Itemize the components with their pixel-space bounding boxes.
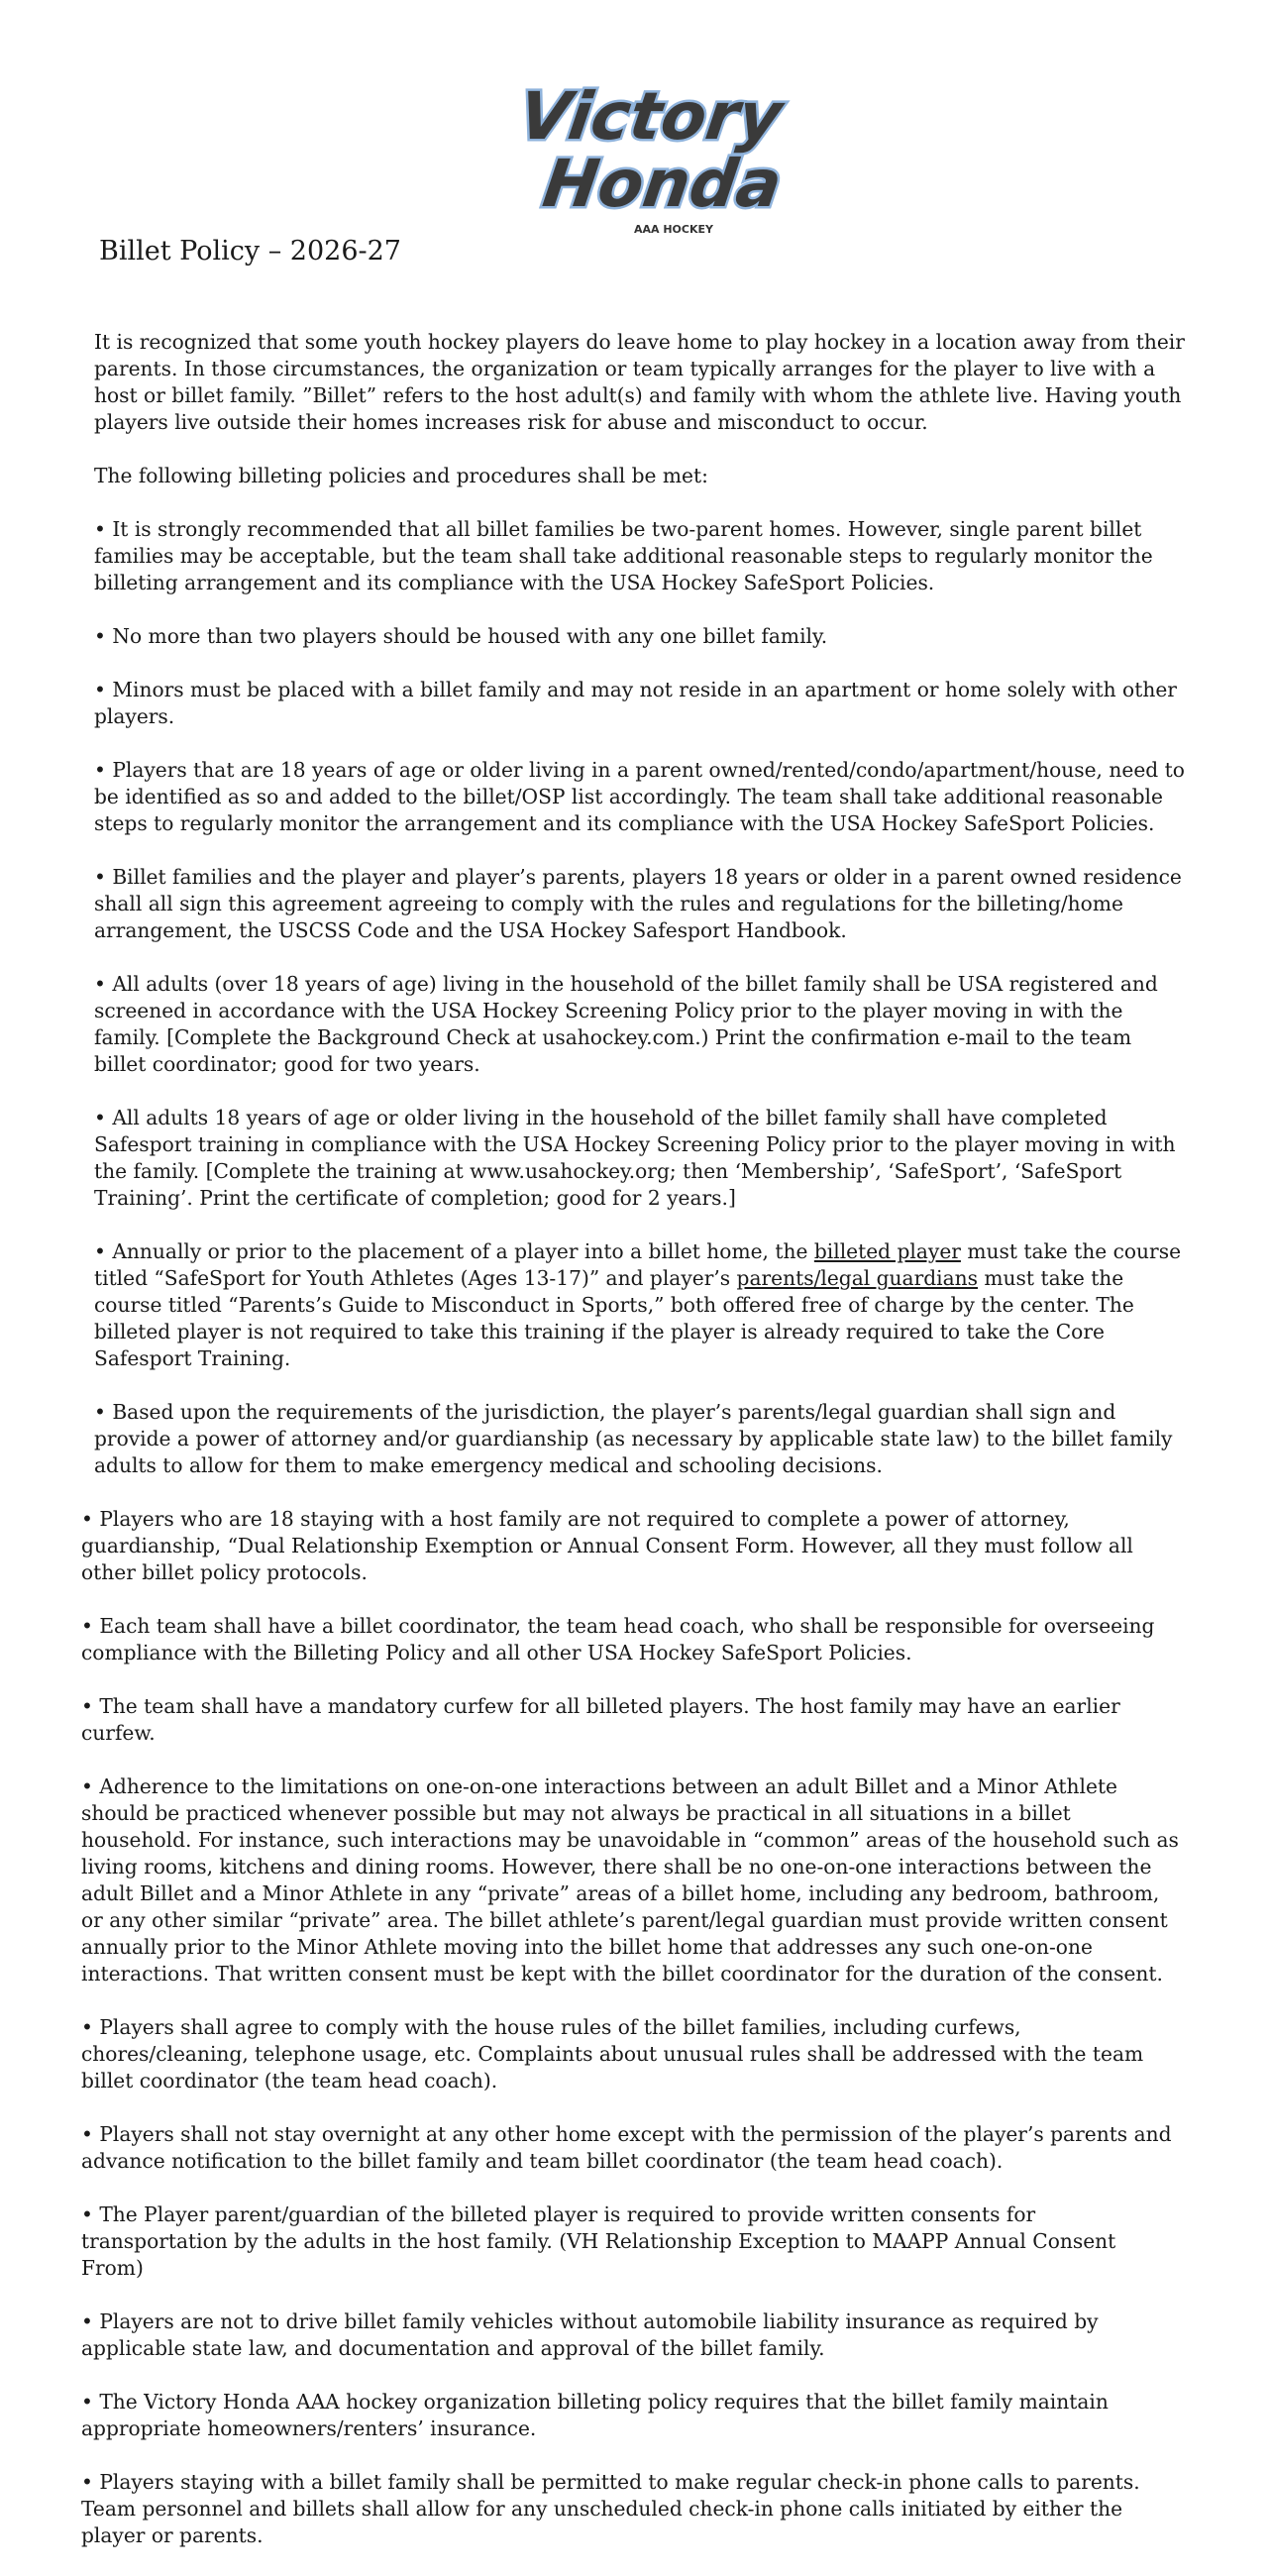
logo-line1: Victory [514, 77, 788, 155]
policy-item: • No more than two players should be housed with any one billet family. [94, 624, 828, 648]
power-of-attorney-item: • Based upon the requirements of the jurisdiction, the player’s parents/legal guardian shall sign and provide a power of attorney and/or guardianship (as necessary by applicable state law) to the billet family adults to allow for them to make emergency medical and schooling decisions. [94, 1400, 1173, 1477]
annual-text-1: • Annually or prior to the placement of a player into a billet home, the [94, 1239, 814, 1263]
annual-underline-2: parents/legal guardians [736, 1266, 978, 1290]
policy-item: • Adherence to the limitations on one-on-one interactions between an adult Billet and a Minor Athlete should be practiced whenever possible but may not always be practical in all situations in a billet household. For instance, such interactions may be unavoidable in “common” areas of the household such as living rooms, kitchens and dining rooms. However, there shall be no one-on-one interactions between the adult Billet and a Minor Athlete in any “private” areas of a billet home, including any bedroom, bathroom, or any other similar “private” area. The billet athlete’s parent/legal guardian must provide written consent annually prior to the Minor Athlete moving into the billet home that addresses any such one-on-one interactions. That written consent must be kept with the billet coordinator for the duration of the consent. [81, 1774, 1179, 1986]
logo-line2: Honda [538, 145, 787, 222]
policy-item: • All adults 18 years of age or older living in the household of the billet family shall have completed Safesport training in compliance with the USA Hockey Screening Policy prior to the player moving in with the family. [Complete the training at www.usahockey.org; then ‘Membership’, ‘SafeSport’, ‘SafeSport Training’. Print the certificate of completion; good for 2 years.] [94, 1106, 1176, 1210]
page-title: Billet Policy – 2026-27 [99, 236, 401, 267]
policy-item: • All adults (over 18 years of age) living in the household of the billet family shall be USA registered and screened in accordance with the USA Hockey Screening Policy prior to the player moving in with the family. [Complete the Background Check at usahockey.com.) Print the confirmation e-mail to the team billet coordinator; good for two years. [94, 972, 1158, 1076]
policy-item: • Minors must be placed with a billet family and may not reside in an apartment or home solely with other players. [94, 678, 1177, 728]
policy-item: • The Player parent/guardian of the billeted player is required to provide written consents for transportation by the adults in the host family. (VH Relationship Exception to MAAPP Annual Consent From) [81, 2202, 1116, 2280]
annual-text-2: must take the course titled “SafeSport for Youth Athletes (Ages 13-17)” and player’s [94, 1239, 1182, 1290]
intro-paragraph: It is recognized that some youth hockey players do leave home to play hockey in a location away from their parents. In those circumstances, the organization or team typically arranges for the player to live with a host or billet family. ”Billet” refers to the host adult(s) and family with whom the athlete live. Having youth players live outside their homes increases risk for abuse and misconduct to occur. [94, 330, 1185, 434]
policy-item: • Players who are 18 staying with a host family are not required to complete a power of attorney, guardianship, “Dual Relationship Exemption or Annual Consent Form. However, all they must follow all other billet policy protocols. [81, 1507, 1133, 1584]
policy-item: • Each team shall have a billet coordinator, the team head coach, who shall be responsible for overseeing compliance with the Billeting Policy and all other USA Hockey SafeSport Policies. [81, 1614, 1155, 1664]
victory-honda-logo [514, 71, 788, 240]
document-body [0, 329, 1270, 2576]
annual-underline-1: billeted player [813, 1239, 961, 1263]
policy-item: • Players shall agree to comply with the house rules of the billet families, including curfews, chores/cleaning, telephone usage, etc. Complaints about unusual rules shall be addressed with the team billet coordinator (the team head coach). [81, 2015, 1144, 2093]
policy-item: • The team shall have a mandatory curfew for all billeted players. The host family may have an earlier curfew. [81, 1694, 1120, 1745]
policy-item: • Players shall not stay overnight at any other home except with the permission of the player’s parents and advance notification to the billet family and team billet coordinator (the team head coach). [81, 2122, 1172, 2173]
annual-text-3: must take the course titled “Parents’s Guide to Misconduct in Sports,” both offered free of charge by the center. The billeted player is not required to take this training if the player is already required to take the Core Safesport Training. [94, 1266, 1134, 1370]
policy-item: • Players are not to drive billet family vehicles without automobile liability insurance as required by applicable state law, and documentation and approval of the billet family. [81, 2309, 1099, 2360]
lead-paragraph: The following billeting policies and procedures shall be met: [94, 464, 708, 487]
policy-item: • Players that are 18 years of age or older living in a parent owned/rented/condo/apartment/house, need to be identified as so and added to the billet/OSP list accordingly. The team shall take additional reasonable steps to regularly monitor the arrangement and its compliance with the USA Hockey SafeSport Policies. [94, 758, 1185, 835]
policy-item: • The Victory Honda AAA hockey organization billeting policy requires that the billet family maintain appropriate homeowners/renters’ insurance. [81, 2390, 1109, 2440]
policy-item: • Billet families and the player and player’s parents, players 18 years or older in a parent owned residence shall all sign this agreement agreeing to comply with the rules and regulations for the billeting/home arrangement, the USCSS Code and the USA Hockey Safesport Handbook. [94, 865, 1182, 942]
annual-training-item [94, 1238, 1189, 1372]
policy-item: • Players staying with a billet family shall be permitted to make regular check-in phone calls to parents. Team personnel and billets shall allow for any unscheduled check-in phone calls initiated by either the player or parents. [81, 2470, 1140, 2547]
policy-item: • It is strongly recommended that all billet families be two-parent homes. However, single parent billet families may be acceptable, but the team shall take additional reasonable steps to regularly monitor the billeting arrangement and its compliance with the USA Hockey SafeSport Policies. [94, 517, 1153, 594]
logo-tagline: AAA HOCKEY [633, 223, 714, 236]
